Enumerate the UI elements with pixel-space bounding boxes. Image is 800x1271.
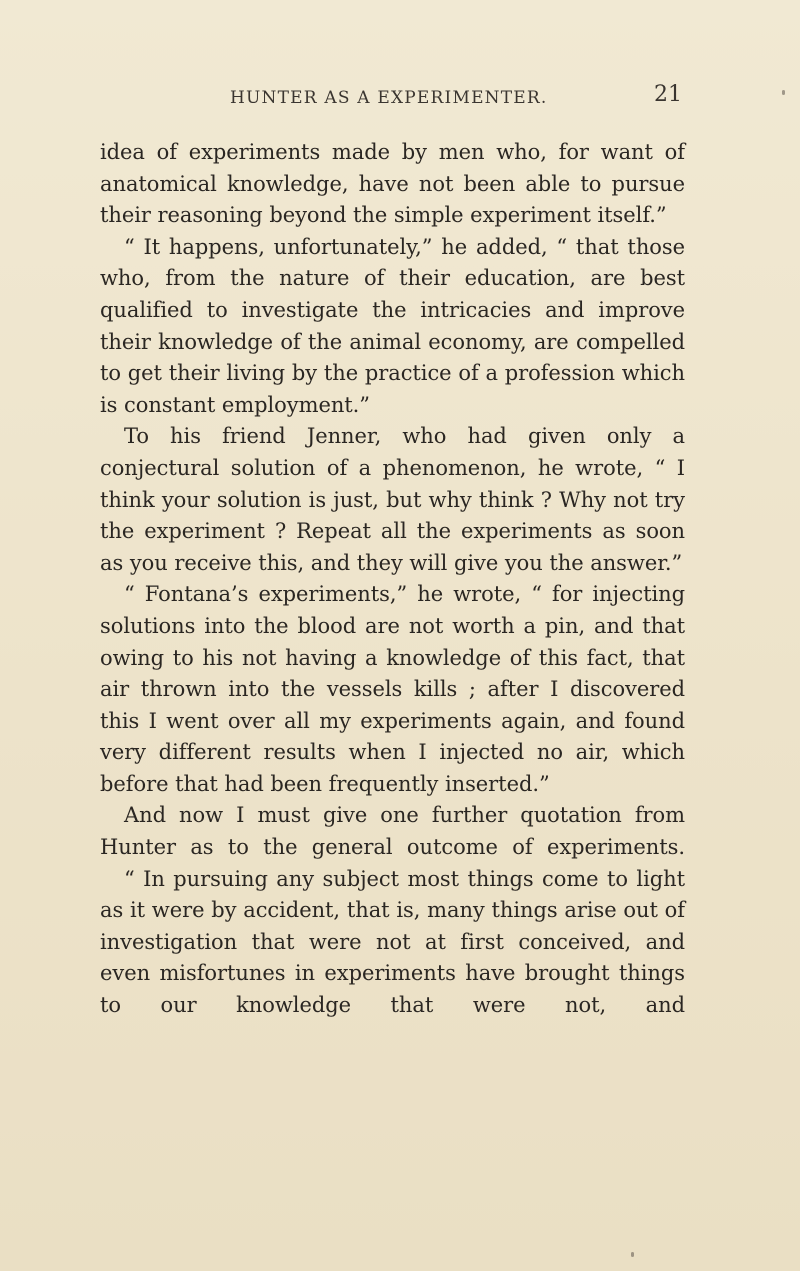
paper-speck — [782, 90, 785, 95]
paragraph-continued: idea of experiments made by men who, for want of anatomical knowledge, have not been able to pursue their reasoning beyond the simple experiment itself.” — [100, 140, 685, 228]
paragraph-jenner: To his friend Jenner, who had given only a conjectural solution of a phenomenon, he wrote, “ I think your solution is just, but why think ? Why not try the experiment ? Repeat all the experiments as soon as you receive this, and they will give you the answer.” — [100, 424, 685, 575]
paragraph-further-quotation: And now I must give one further quotation from Hunter as to the general outcome of experiments. — [100, 803, 685, 860]
paragraph-in-pursuing: “ In pursuing any subject most things come to light as it were by accident, that is, many things arise out of investigation that were not at first conceived, and even misfortunes in experiments have brought things to our knowledge that were not, and — [100, 866, 685, 1018]
paragraph-it-happens: “ It happens, unfortunately,” he added, “ that those who, from the nature of their education, are best qualified to investigate the intricacies and improve their knowledge of the animal economy, are compelled to get their living by the practice of a profession which is constant employment.” — [100, 234, 685, 417]
running-head — [100, 82, 682, 118]
running-title: HUNTER AS A EXPERIMENTER. — [230, 88, 548, 108]
page-number: 21 — [654, 82, 682, 107]
paragraph-fontana: “ Fontana’s experiments,” he wrote, “ for injecting solutions into the blood are not worth a pin, and that owing to his not having a knowledge of this fact, that air thrown into the vessels kills ; after I discovered this I went over all my experiments again, and found very different results when I injected no air, which before that had been frequently inserted.” — [100, 582, 685, 796]
body-text — [100, 137, 685, 1022]
paper-speck — [631, 1252, 634, 1257]
